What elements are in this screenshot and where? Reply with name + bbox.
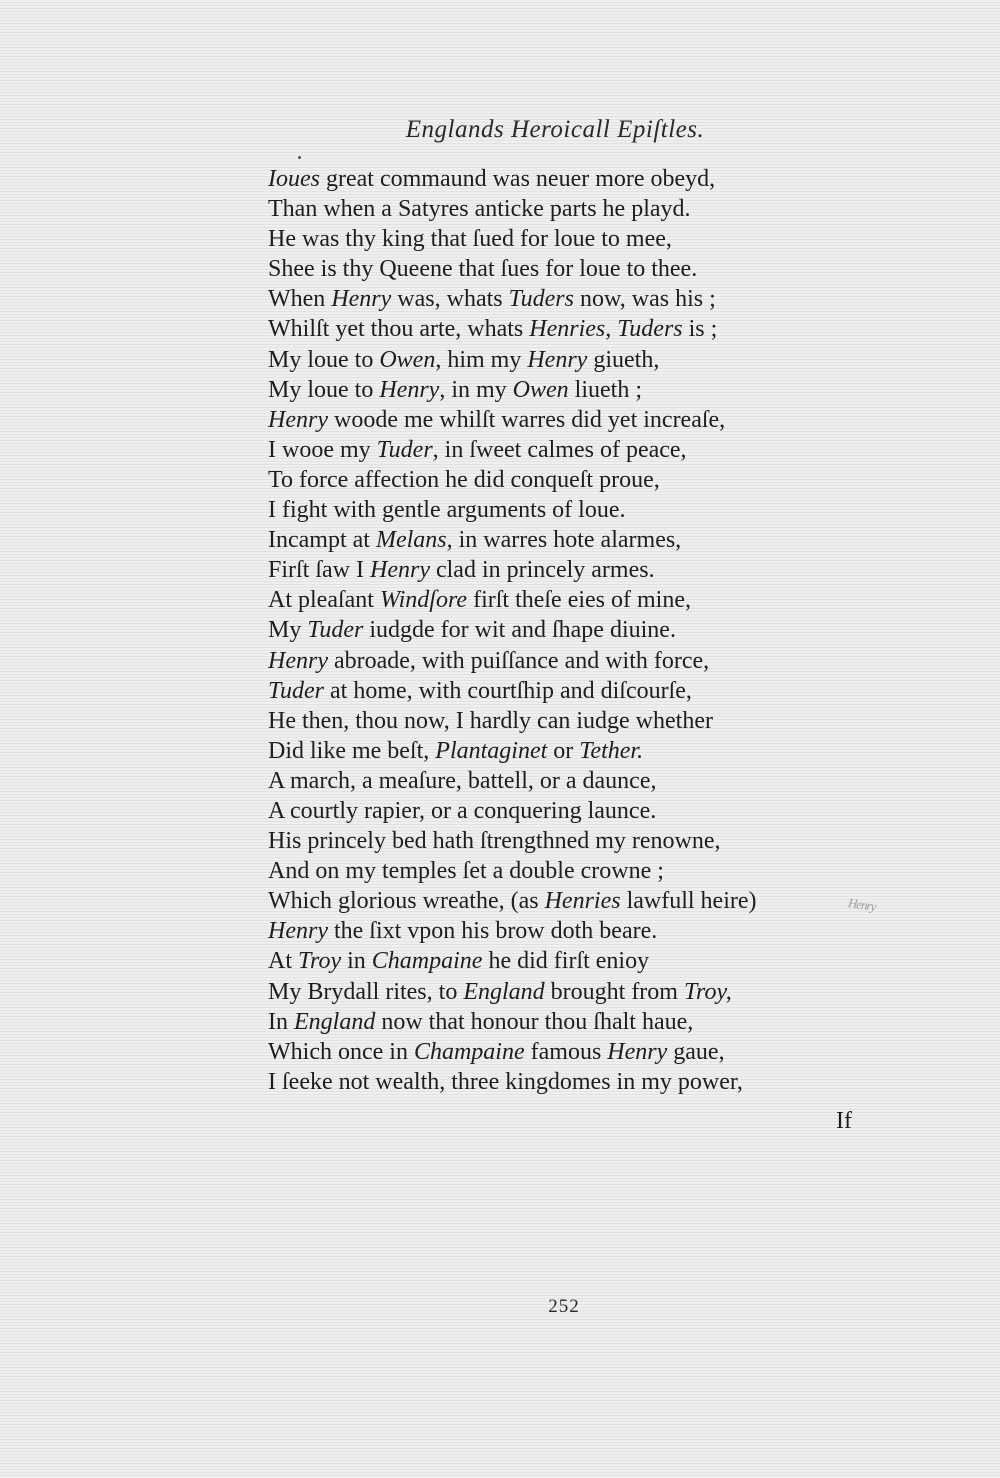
verse-text: To force affection he did conqueſt proue, xyxy=(268,466,660,493)
verse-text: or xyxy=(547,737,580,764)
italic-name: Tuder xyxy=(268,677,325,704)
verse-text: Incampt at xyxy=(268,527,376,554)
verse-text: was, whats xyxy=(391,286,509,313)
verse-line xyxy=(268,706,868,736)
verse-text: lawfull heire) xyxy=(620,888,757,915)
italic-name: Henries, Tuders xyxy=(529,316,683,343)
verse-line xyxy=(268,194,868,224)
italic-name: Owen xyxy=(379,346,436,373)
verse-line xyxy=(268,646,868,676)
verse-text: I wooe my xyxy=(268,436,377,463)
verse-line xyxy=(268,826,868,856)
verse-text: woode me whilſt warres did yet increaſe, xyxy=(327,406,726,433)
italic-name: Ioues xyxy=(268,166,320,192)
italic-name: Plantaginet xyxy=(435,737,548,764)
verse-text: Which once in xyxy=(268,1038,414,1065)
italic-name: Henry xyxy=(268,918,328,945)
italic-name: Henries xyxy=(544,888,621,915)
verse-line xyxy=(268,676,868,706)
verse-text: He was thy king that ſued for loue to mee, xyxy=(268,226,672,253)
verse-line xyxy=(268,946,868,976)
catchword: If xyxy=(836,1108,852,1134)
verse-line xyxy=(268,345,868,375)
verse-line xyxy=(268,164,868,194)
verse-line xyxy=(268,525,868,555)
handwritten-margin-note: Henry xyxy=(847,895,877,914)
verse-text: , him my xyxy=(435,346,528,373)
verse-line xyxy=(268,465,868,495)
verse-text: , in my xyxy=(439,376,513,403)
verse-text: at home, with courtſhip and diſcourſe, xyxy=(324,677,692,704)
verse-text: In xyxy=(268,1008,294,1035)
verse-line xyxy=(268,796,868,826)
verse-text: gaue, xyxy=(667,1038,725,1065)
italic-name: Champaine xyxy=(413,1038,525,1065)
verse-text: iudgde for wit and ſhape diuine. xyxy=(363,617,676,644)
verse-text: now that honour thou ſhalt haue, xyxy=(375,1008,694,1035)
verse-text: His princely bed hath ſtrengthned my renowne, xyxy=(268,828,721,855)
verse-text: great commaund was neuer more obeyd, xyxy=(319,166,716,192)
verse-line xyxy=(268,585,868,615)
verse-text: is ; xyxy=(682,316,718,343)
verse-text: Did like me beſt, xyxy=(268,737,436,764)
verse-line xyxy=(268,495,868,525)
italic-name: Troy, xyxy=(683,978,732,1005)
running-head: Englands Heroicall Epiſtles. xyxy=(405,116,705,143)
verse-line xyxy=(268,314,868,344)
verse-line xyxy=(268,615,868,645)
verse-text: A courtly rapier, or a conquering launce. xyxy=(268,797,657,824)
verse-line xyxy=(268,736,868,766)
verse-line xyxy=(268,1007,868,1037)
verse-text: My Brydall rites, to xyxy=(268,978,464,1005)
verse-text: firſt theſe eies of mine, xyxy=(467,587,691,614)
verse-line xyxy=(268,766,868,796)
italic-name: England xyxy=(294,1008,376,1035)
italic-name: Tuder xyxy=(376,436,433,463)
verse-text: , in warres hote alarmes, xyxy=(446,527,682,554)
italic-name: Henry xyxy=(607,1038,668,1065)
italic-name: Henry xyxy=(370,557,430,584)
verse-line xyxy=(268,1067,868,1097)
verse-text: He then, thou now, I hardly can iudge whether xyxy=(268,707,713,734)
verse-line xyxy=(268,1037,868,1067)
verse-line xyxy=(268,375,868,405)
italic-name: Henry xyxy=(268,647,328,674)
verse-line xyxy=(268,254,868,284)
italic-name: Tuders xyxy=(508,286,574,313)
verse-text: My loue to xyxy=(268,346,380,373)
verse-text: I fight with gentle arguments of loue. xyxy=(268,497,626,524)
verse-line xyxy=(268,224,868,254)
verse-text: Whilſt yet thou arte, whats xyxy=(268,316,530,343)
verse-line xyxy=(268,977,868,1007)
verse-text: When xyxy=(268,286,332,313)
page-number: 252 xyxy=(548,1296,580,1317)
italic-name: Henry xyxy=(331,286,392,313)
verse-line xyxy=(268,284,868,314)
italic-name: Melans xyxy=(375,527,447,554)
ink-dot xyxy=(298,156,301,159)
verse-text: in xyxy=(341,948,372,975)
italic-name: Windſore xyxy=(379,587,468,614)
verse-text: My xyxy=(268,617,308,644)
italic-name: Henry xyxy=(527,346,588,373)
italic-name: Tuder xyxy=(307,617,364,644)
verse-line xyxy=(268,435,868,465)
verse-text: , in ſweet calmes of peace, xyxy=(432,436,687,463)
verse-text: clad in princely armes. xyxy=(429,557,655,584)
verse-line xyxy=(268,856,868,886)
italic-name: Henry xyxy=(379,376,440,403)
verse-text: liueth ; xyxy=(568,376,642,403)
poem-text xyxy=(268,164,868,1097)
verse-text: giueth, xyxy=(587,346,660,373)
verse-text: Than when a Satyres anticke parts he playd. xyxy=(268,196,691,223)
verse-text: Firſt ſaw I xyxy=(268,557,370,584)
italic-name: Henry xyxy=(268,406,328,433)
verse-text: Shee is thy Queene that ſues for loue to thee. xyxy=(268,256,698,283)
verse-text: Which glorious wreathe, (as xyxy=(268,888,545,915)
verse-text: And on my temples ſet a double crowne ; xyxy=(268,858,664,885)
verse-text: At pleaſant xyxy=(268,587,380,614)
verse-text: he did firſt enioy xyxy=(482,948,650,975)
verse-line xyxy=(268,555,868,585)
verse-text: A march, a meaſure, battell, or a daunce, xyxy=(268,767,657,794)
verse-line xyxy=(268,916,868,946)
verse-line xyxy=(268,886,868,916)
italic-name: Troy xyxy=(298,948,342,975)
verse-text: My loue to xyxy=(268,376,380,403)
italic-name: Tether. xyxy=(579,737,644,764)
verse-text: brought from xyxy=(544,978,684,1005)
verse-text: famous xyxy=(524,1038,608,1065)
italic-name: England xyxy=(463,978,545,1005)
verse-line xyxy=(268,405,868,435)
verse-text: now, was his ; xyxy=(573,286,716,313)
verse-text: I ſeeke not wealth, three kingdomes in my power, xyxy=(268,1068,743,1095)
italic-name: Owen xyxy=(512,376,569,403)
verse-text: abroade, with puiſſance and with force, xyxy=(327,647,710,674)
verse-text: the ſixt vpon his brow doth beare. xyxy=(327,918,658,945)
verse-text: At xyxy=(268,948,298,975)
italic-name: Champaine xyxy=(371,948,483,975)
